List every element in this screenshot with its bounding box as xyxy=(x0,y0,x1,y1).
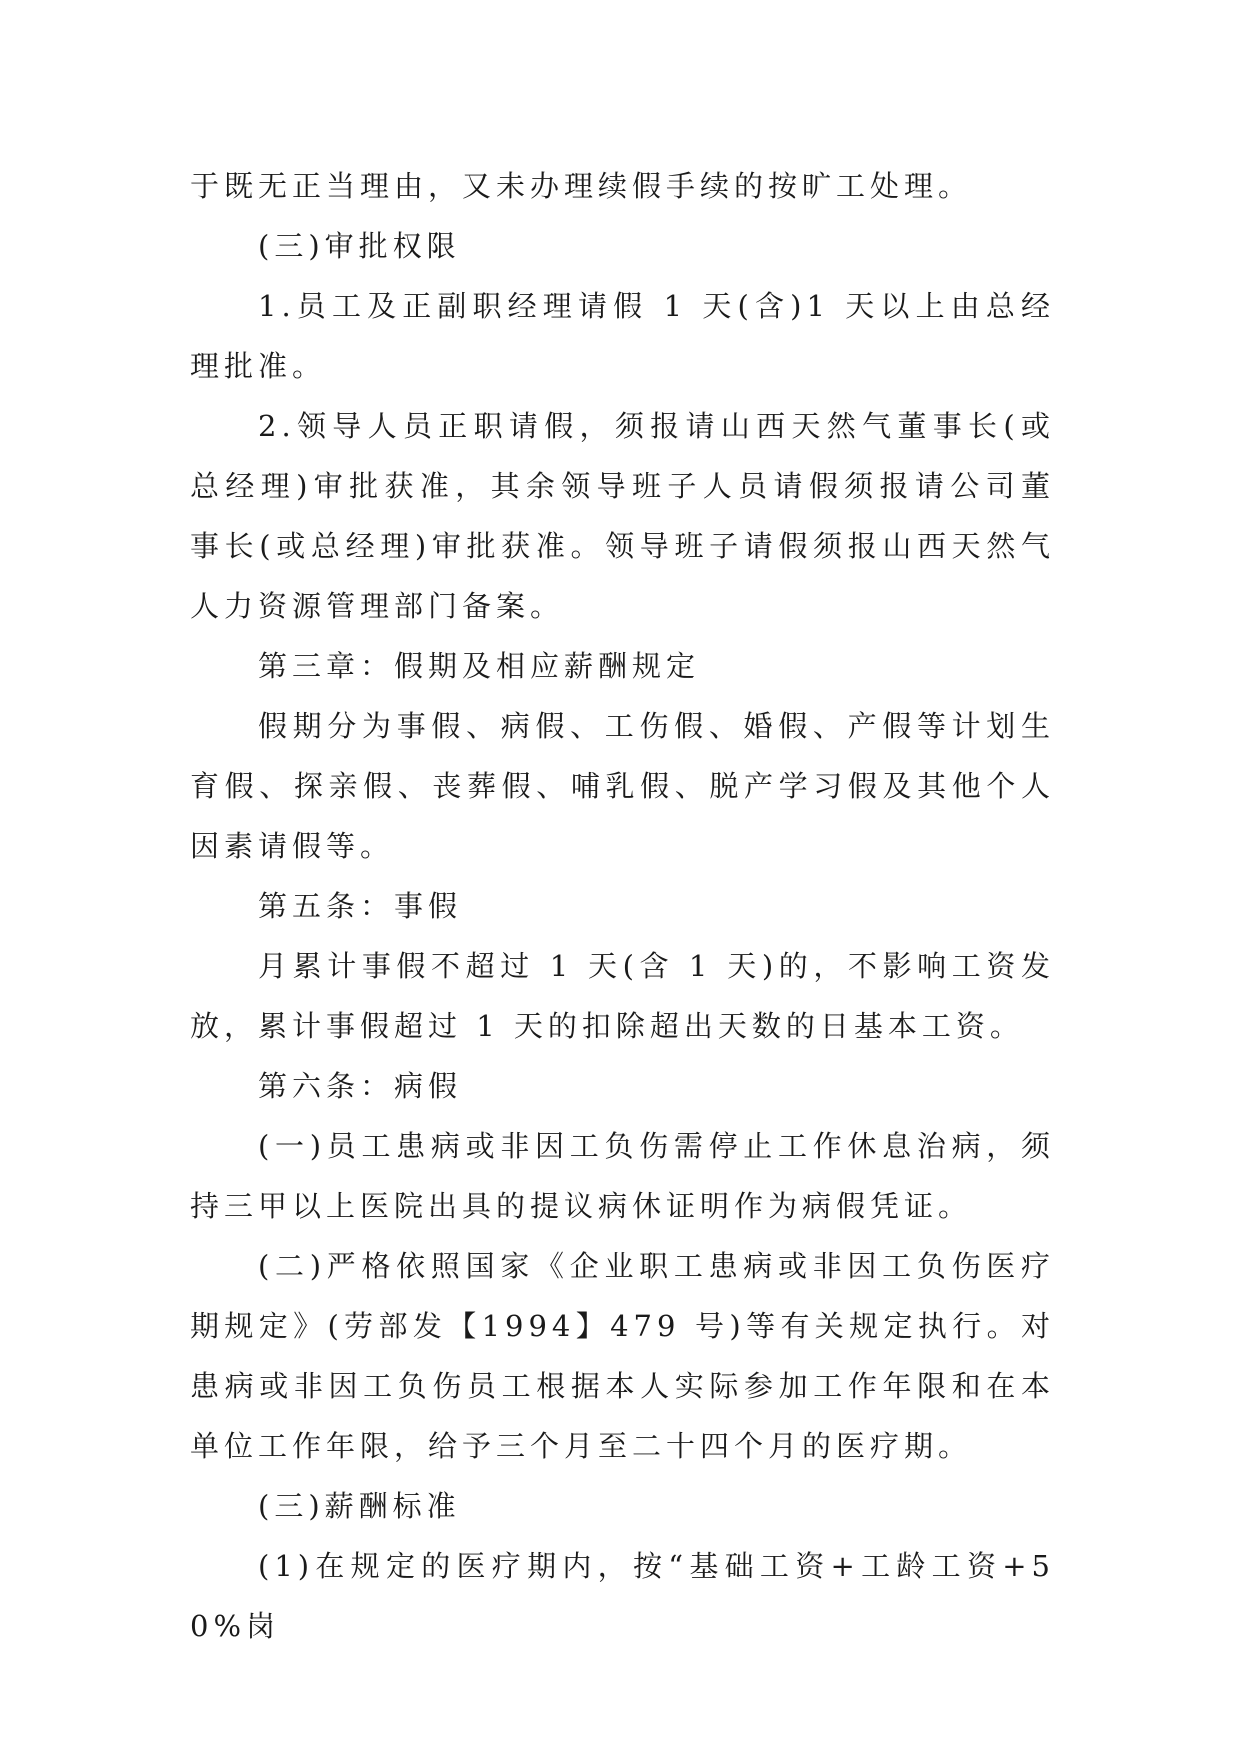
paragraph-continuation: 于既无正当理由，又未办理续假手续的按旷工处理。 xyxy=(190,169,973,203)
article-heading-6: 第六条：病假 xyxy=(258,1069,463,1103)
paragraph-item-2: 2.领导人员正职请假，须报请山西天然气董事长(或总经理)审批获准，其余领导班子人员请假须报请公司董事长(或总经理)审批获准。领导班子请假须报山西天然气人力资源管理部门备案。 xyxy=(190,409,1055,623)
chapter-heading-3: 第三章：假期及相应薪酬规定 xyxy=(258,649,701,683)
paragraph-sick-leave-2: (二)严格依照国家《企业职工患病或非因工负伤医疗期规定》(劳部发【1994】479 号)等有关规定执行。对患病或非因工负伤员工根据本人实际参加工作年限和在本单位工作年限，给予三个月至二十四个月的医疗期。 xyxy=(190,1249,1055,1463)
paragraph-sick-leave-1: (一)员工患病或非因工负伤需停止工作休息治病，须持三甲以上医院出具的提议病休证明作为病假凭证。 xyxy=(190,1129,1055,1223)
article-heading-5: 第五条：事假 xyxy=(258,889,463,923)
document-page xyxy=(190,156,1055,1656)
paragraph-pay-item-1: (1)在规定的医疗期内，按“基础工资+工龄工资+50%岗 xyxy=(190,1549,1055,1643)
section-heading-approval-authority: (三)审批权限 xyxy=(258,229,461,263)
paragraph-personal-leave: 月累计事假不超过 1 天(含 1 天)的，不影响工资发放，累计事假超过 1 天的扣除超出天数的日基本工资。 xyxy=(190,949,1055,1043)
section-heading-pay-standard: (三)薪酬标准 xyxy=(258,1489,461,1523)
paragraph-leave-types: 假期分为事假、病假、工伤假、婚假、产假等计划生育假、探亲假、丧葬假、哺乳假、脱产学习假及其他个人因素请假等。 xyxy=(190,709,1055,863)
paragraph-item-1: 1.员工及正副职经理请假 1 天(含)1 天以上由总经理批准。 xyxy=(190,289,1055,383)
